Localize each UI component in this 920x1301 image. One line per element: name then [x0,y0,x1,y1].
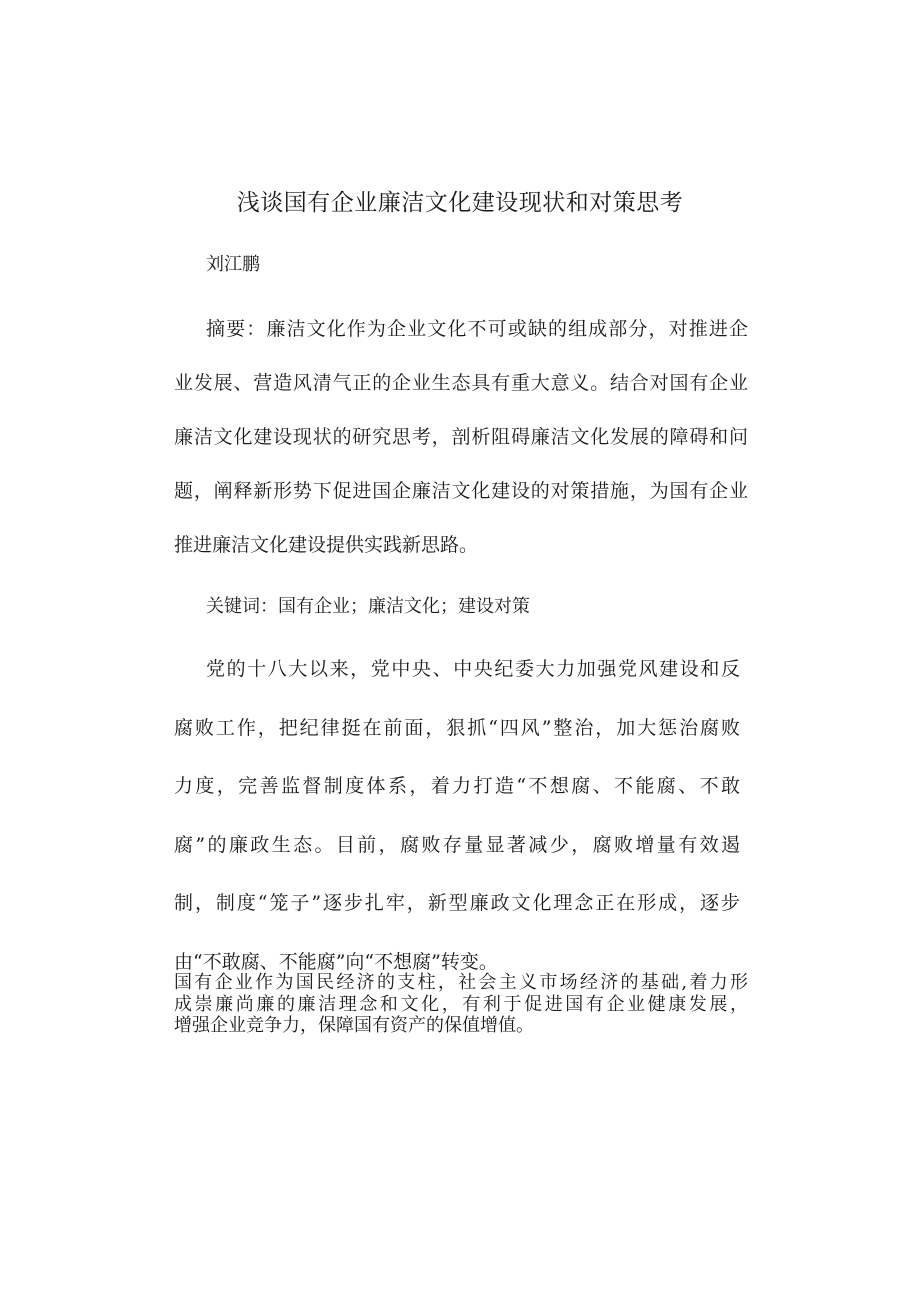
abstract-paragraph [174,320,748,590]
body-line: 腐败工作，把纪律挺在前面，狠抓“四风”整治，加大惩治腐败 [174,716,740,739]
body-paragraph-compact [174,972,748,1037]
keywords-line: 关键词：国有企业；廉洁文化；建设对策 [206,596,530,617]
abstract-line: 推进廉洁文化建设提供实践新思路。 [174,534,479,556]
abstract-line: 业发展、营造风清气正的企业生态具有重大意义。结合对国有企业 [174,372,748,394]
body-line: 党的十八大以来，党中央、中央纪委大力加强党风建设和反 [206,658,740,680]
body-line: 国有企业作为国民经济的支柱，社会主义市场经济的基础,着力形 [174,972,748,993]
document-title: 浅谈国有企业廉洁文化建设现状和对策思考 [236,190,684,216]
body-line: 腐”的廉政生态。目前，腐败存量显著减少，腐败增量有效遏 [174,833,740,856]
body-line: 增强企业竞争力，保障国有资产的保值增值。 [174,1015,534,1037]
body-paragraph [174,660,740,1011]
body-line: 力度，完善监督制度体系，着力打造“不想腐、不能腐、不敢 [174,775,740,797]
body-line: 成崇廉尚廉的廉洁理念和文化，有利于促进国有企业健康发展， [174,993,748,1015]
abstract-line: 摘要：廉洁文化作为企业文化不可或缺的组成部分，对推进企 [206,318,748,340]
author-name: 刘江鹏 [206,254,260,275]
body-line: 由“不敢腐、不能腐”向“不想腐”转变。 [174,950,498,973]
abstract-line: 题，阐释新形势下促进国企廉洁文化建设的对策措施，为国有企业 [174,480,748,502]
body-line: 制，制度“笼子”逐步扎牢，新型廉政文化理念正在形成，逐步 [174,892,740,914]
abstract-line: 廉洁文化建设现状的研究思考，剖析阻碍廉洁文化发展的障碍和问 [174,426,748,448]
